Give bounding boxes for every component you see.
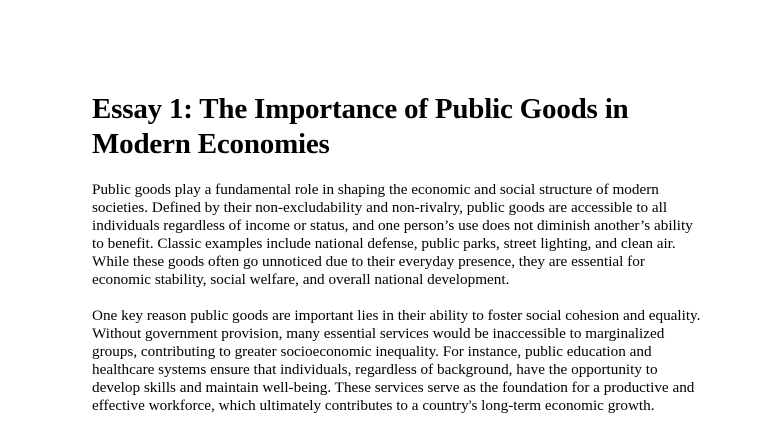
paragraph-intro: Public goods play a fundamental role in shaping the economic and social structure of modern societies. Defined by their non-excludability and non-rivalry, public goods are accessible to all individuals regardless of income or status, and one person’s use does not diminish another’s ability to benefit. Classic examples include national defense, public parks, street lighting, and clean air. While these goods often go unnoticed due to their everyday presence, they are essential for economic stability, social welfare, and overall national development. — [92, 181, 693, 288]
paragraph-social-cohesion: One key reason public goods are important lies in their ability to foster social cohesion and equality. Without government provision, many essential services would be inaccessible to marginalized groups, contributing to greater socioeconomic inequality. For instance, public education and healthcare systems ensure that individuals, regardless of background, have the opportunity to develop skills and maintain well-being. These services serve as the foundation for a productive and effective workforce, which ultimately contributes to a country's long-term economic growth. — [92, 307, 701, 414]
essay-title: Essay 1: The Importance of Public Goods in Modern Economies — [92, 93, 629, 160]
document-page — [92, 92, 702, 415]
